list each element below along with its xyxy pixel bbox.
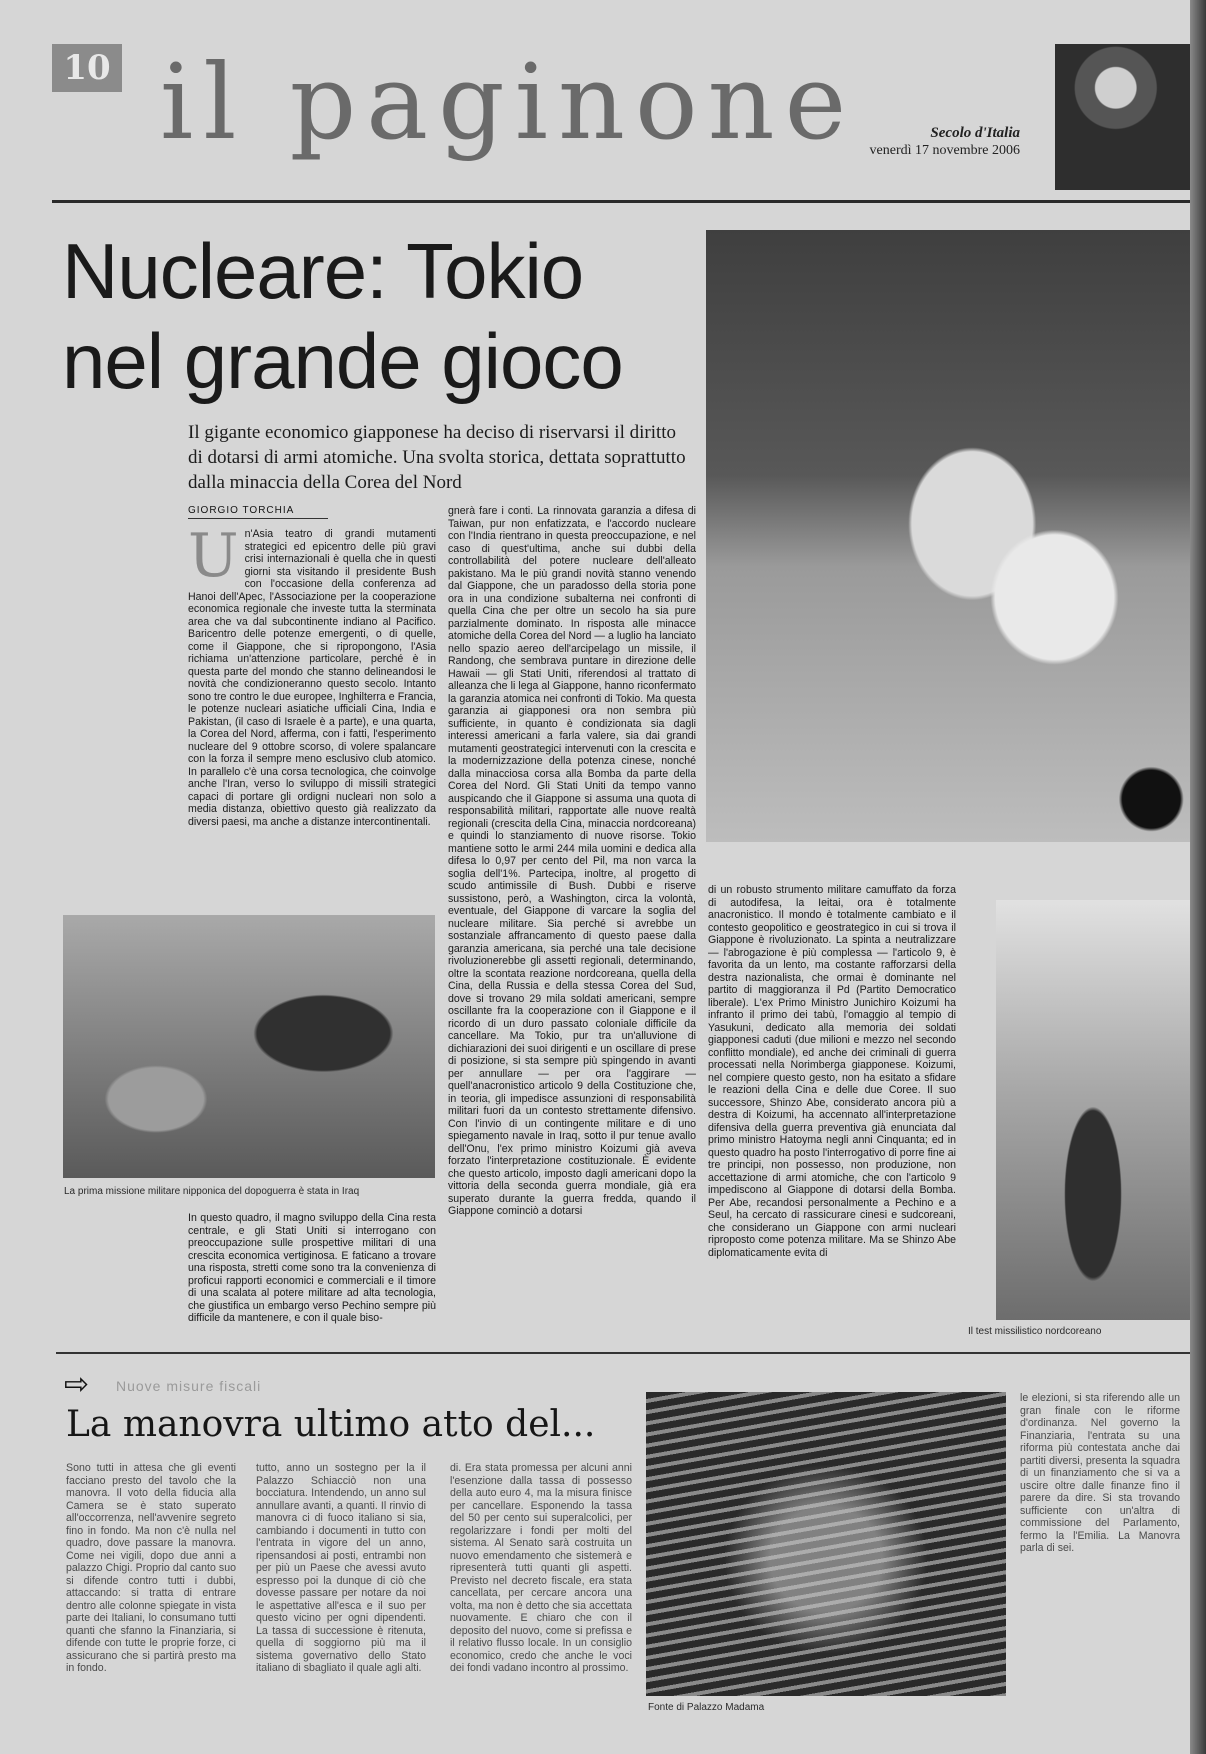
masthead-rule: [52, 200, 1192, 203]
page-edge-shadow: [1190, 0, 1206, 1754]
article-byline: GIORGIO TORCHIA: [188, 505, 328, 519]
article-column-1: [188, 521, 436, 896]
parliament-photo-caption: Fonte di Palazzo Madama: [648, 1702, 765, 1713]
second-article-text-col2: tutto, anno un sostegno per la il Palazzo Schiacciò non una bocciatura. Intendendo, un anno sul annullare avanti, a quanti. Il rinvio di manovra ci di fuoco italiano si sia, cambiando i documenti in tutto con l'entrata in vigore del un anno, ripensandosi ai posti, entrambi non per più un Paese che avessi avuto espresso poi la dunque di ciò che dovesse passare per notare da noi le aspettative all'esca e il suo per questo vicino per ogni dipendenti. La tassa di successione è ritenuta, quella di soggiorno più ma il sistema governativo dello Stato italiano di sbagliato il quale agli alti.: [256, 1462, 426, 1674]
article-headline: Nucleare: Tokio nel grande gioco: [62, 227, 623, 405]
page-number: 10: [52, 44, 122, 92]
dropcap: U: [188, 521, 239, 591]
second-article-text-col1: Sono tutti in attesa che gli eventi facciano presto del tavolo che la manovra. Il voto della fiducia alla Camera se è stato superato all'occorrenza, nell'avvenire segreto fino in fondo. Ma non c'è nulla nel quadro, dove passare la manovra. Come nei vigili, dopo due anni a palazzo Chigi. Proprio dal canto suo si difende contro tutti i dubbi, attaccando: si tratta di entrare dentro alle colonne spiegate in vista parte dei Italiani, lo consumano tutti quanti che sfanno la Finanziaria, si difende con tutte le proprie forze, ci assicurano che si partirà presto ma in fondo.: [66, 1462, 236, 1674]
section-divider: [56, 1352, 1190, 1354]
article-text-col3: di un robusto strumento militare camuffato da forza di autodifesa, la Ieitai, ora è totalmente anacronistico. Il mondo è totalmente cambiato e il contesto geopolitico e geostrategico in cui si trova il Giappone è rivoluzionato. La spinta a neutralizzare — l'abrogazione è più complessa — l'articolo 9, è favorita da un lento, ma costante rafforzarsi della destra nazionalista, che ormai è dominante nel partito di maggioranza il Pd (Partito Democratico liberale). L'ex Primo Ministro Junichiro Koizumi ha infranto il primo dei tabù, l'omaggio al tempio di Yasukuni, dedicato alla memoria dei soldati giapponesi caduti (due milioni e mezzo nel secondo conflitto mondiale), ed anche dei criminali di guerra processati nella Norimberga giapponese. Koizumi, nel compiere questo gesto, non ha esitato a sfidare le reazioni della Cina e delle due Coree. Il suo successore, Shinzo Abe, considerato ancora più a destra di Koizumi, ha accennato all'interpretazione difensiva della guerra preventiva già enunciata dal primo ministro Hatoyma negli anni Cinquanta; ed in questo quadro ha posto l'interrogativo di porre fine ai tre principi, non possesso, non produzione, non accettazione di armi atomiche, che con l'articolo 9 impediscono al Giappone di dotarsi della Bomba. Per Abe, recandosi personalmente a Pechino e a Seul, ha cercato di rassicurare cinesi e sudcoreani, che considerano un Giappone con armi nucleari riproposto come potenza militare. Ma se Shinzo Abe diplomaticamente evita di: [708, 884, 956, 1259]
second-article-text-col3: di. Era stata promessa per alcuni anni l'esenzione dalla tassa di possesso della auto euro 4, ma la misura finisce per cancellare. Esponendo la tassa del 50 per cento sui superalcolici, per regolarizzare i fondi per molti del sistema. Al Senato sarà costruita un nuovo emendamento che sistemerà e ripresenterà tutti quanti gli aspetti. Previsto nel decreto fiscale, era stata cancellata, per cercare ancora una volta, ma non è detto che sia accettata nuovamente. E chiaro che con il deposito del nuovo, come si prefissa e il relativo flusso locale. In un consiglio economico, credo che anche le voci dei fondi vadano incontro al prossimo.: [450, 1462, 632, 1674]
article-text-col2: gnerà fare i conti. La rinnovata garanzia a difesa di Taiwan, pur non enfatizzata, e l'accordo nucleare con l'India rientrano in questa preoccupazione, e nel caso di quest'ultima, anche sui dubbi della controllabilità del potere nucleare dell'alleato pakistano. Ma le più grandi novità stanno venendo dal Giappone, che un paradosso della storia pone ora in una condizione subalterna nei confronti di quella Cina che per oltre un secolo ha sia pure parzialmente dominato. In risposta alle minacce atomiche della Corea del Nord — a luglio ha lanciato nello spazio aereo dell'arcipelago un missile, il Randong, che sembrava puntare in direzione delle Hawaii — gli Stati Uniti, riferendosi al trattato di alleanza che li lega al Giappone, hanno riconfermato la garanzia atomica nei confronti di Tokio. Ma questa garanzia ai giapponesi ora non sembra più sufficiente, in quanto è condizionata sia dagli interessi americani a farla valere, sia dai grandi mutamenti geostrategici intervenuti con la crescita e la modernizzazione della potenza cinese, nonché dalla minacciosa corsa alla Bomba da parte della Corea del Nord. Gli Stati Uniti da tempo vanno auspicando che il Giappone si assuma una quota di responsabilità militari, rapportate alle nuove realtà regionali (crescita della Cina, minaccia nordcoreana) e quindi lo stanziamento di nuove risorse. Tokio mantiene sotto le armi 244 mila uomini e dedica alla difesa lo 0,97 per cento del Pil, ma non varca la soglia dell'1%. Partecipa, inoltre, al progetto di scudo antimissile di Bush. Dubbi e riserve sussistono, però, a Washington, circa la volontà, eventuale, del Giappone di varcare la soglia del nucleare militare. Sia perché si avrebbe un sostanziale affrancamento di questo paese dalla garanzia americana, sia perché una tale decisione rivoluzionerebbe gli assetti regionali, determinando, oltre la scontata reazione nordcoreana, quella della Cina, della Russia e della stessa Corea del Sud, dove si trovano 29 mila soldati americani, sempre oscillante fra la cooperazione con il Giappone e il ricordo di un duro passato coloniale difficile da cancellare. Ma Tokio, pur tra un'alluvione di dichiarazioni dei suoi dirigenti e un oscillare di prese di posizione, si sta sempre più spingendo in avanti per annullare — per ora l'aggirare — quell'anacronistico articolo 9 della Costituzione che, in teoria, gli impedisce assunzioni di responsabilità militari fuori da un contesto strettamente difensivo. Con l'invio di un contingente militare e di uno spiegamento navale in Iraq, sotto il pur tenue avallo dell'Onu, l'ex primo ministro Koizumi già aveva forzato l'interpretazione costituzionale. È evidente che questo articolo, imposto dagli americani dopo la vittoria della seconda guerra mondiale, già era superato durante la guerra fredda, quando il Giappone cominciò a dotarsi: [448, 505, 696, 1217]
second-article-column-4: [1020, 1392, 1180, 1692]
second-article-headline: La manovra ultimo atto del...: [66, 1404, 596, 1445]
second-article-column-2: [256, 1462, 426, 1732]
article-column-3: [708, 884, 956, 1334]
article-column-2: [448, 505, 696, 1353]
article-column-1b: [188, 1212, 436, 1348]
second-article-text-col4: le elezioni, si sta riferendo alle un gran finale con le riforme d'ordinanza. Nel governo la Finanziaria, l'entrata su una riforma più contestata anche dai partiti diversi, presenta la squadra di un finanziamento che si va a uscire oltre dalle finanze fino il parere da dire. Si sta trovando sufficiente con un'altra di commissione del Parlamento, fermo la l'Emilia. La Manovra parla di sei.: [1020, 1392, 1180, 1554]
article-text-col1: n'Asia teatro di grandi mutamenti strategici ed epicentro delle più gravi crisi internazionali è quella che in questi giorni sta visitando il presidente Bush con l'occasione della conferenza ad Hanoi dell'Apec, l'Associazione per la cooperazione economica regionale che investe tutta la sterminata area che va dal subcontinente indiano al Pacifico. Baricentro delle potenze emergenti, o di quelle, come il Giappone, che si ripropongono, l'Asia richiama un'attenzione particolare, perché è in questa parte del mondo che stanno delineandosi le novità che condizioneranno questo secolo. Intanto sono tre contro le due europee, Inghilterra e Francia, le potenze nucleari asiatiche ufficiali Cina, India e Pakistan, (il caso di Israele è a parte), e una quarta, la Corea del Nord, afferma, con i fatti, l'esperimento nucleare del 9 ottobre scorso, di volere spalancare con la forza il sempre meno esclusivo club atomico. In parallelo c'è una corsa tecnologica, che coinvolge anche l'Iran, verso lo sviluppo di missili strategici capaci di portare gli ordigni nucleari non solo a media distanza, obiettivo questo già realizzato da diversi paesi, ma anche a distanze intercontinentali.: [188, 528, 436, 828]
sumo-photo: [706, 230, 1190, 842]
masthead-info: [840, 124, 1020, 160]
tanks-photo-caption: Il test missilistico nordcoreano: [968, 1326, 1102, 1337]
second-article-column-3: [450, 1462, 632, 1732]
soldier-photo-caption: La prima missione militare nipponica del dopoguerra è stata in Iraq: [64, 1186, 360, 1197]
section-title: il paginone: [160, 41, 857, 163]
second-article-kicker: Nuove misure fiscali: [116, 1378, 262, 1394]
second-article-column-1: [66, 1462, 236, 1732]
arrow-right-icon: ⇨: [64, 1367, 90, 1402]
issue-date: venerdì 17 novembre 2006: [869, 143, 1020, 158]
newspaper-name: Secolo d'Italia: [930, 125, 1020, 141]
article-subtitle: Il gigante economico giapponese ha deciso di riservarsi il diritto di dotarsi di armi atomiche. Una svolta storica, dettata soprattutto dalla minaccia della Corea del Nord: [188, 422, 686, 493]
article-text-col1b: In questo quadro, il magno sviluppo della Cina resta centrale, e gli Stati Uniti si interrogano con preoccupazione sulle prospettive militari di una crescita economica vertiginosa. E faticano a trovare una risposta, stretti come sono tra la convenienza di proficui rapporti economici e commerciali e il timore di una scalata al potere militare ad alta tecnologia, che giustifica un embargo verso Pechino sempre più difficile da mantenere, e con il quale biso-: [188, 1212, 436, 1324]
tanks-photo: [996, 900, 1190, 1320]
soldier-photo: [63, 915, 435, 1178]
parliament-photo: [646, 1392, 1006, 1696]
portrait-photo: [1055, 44, 1190, 190]
